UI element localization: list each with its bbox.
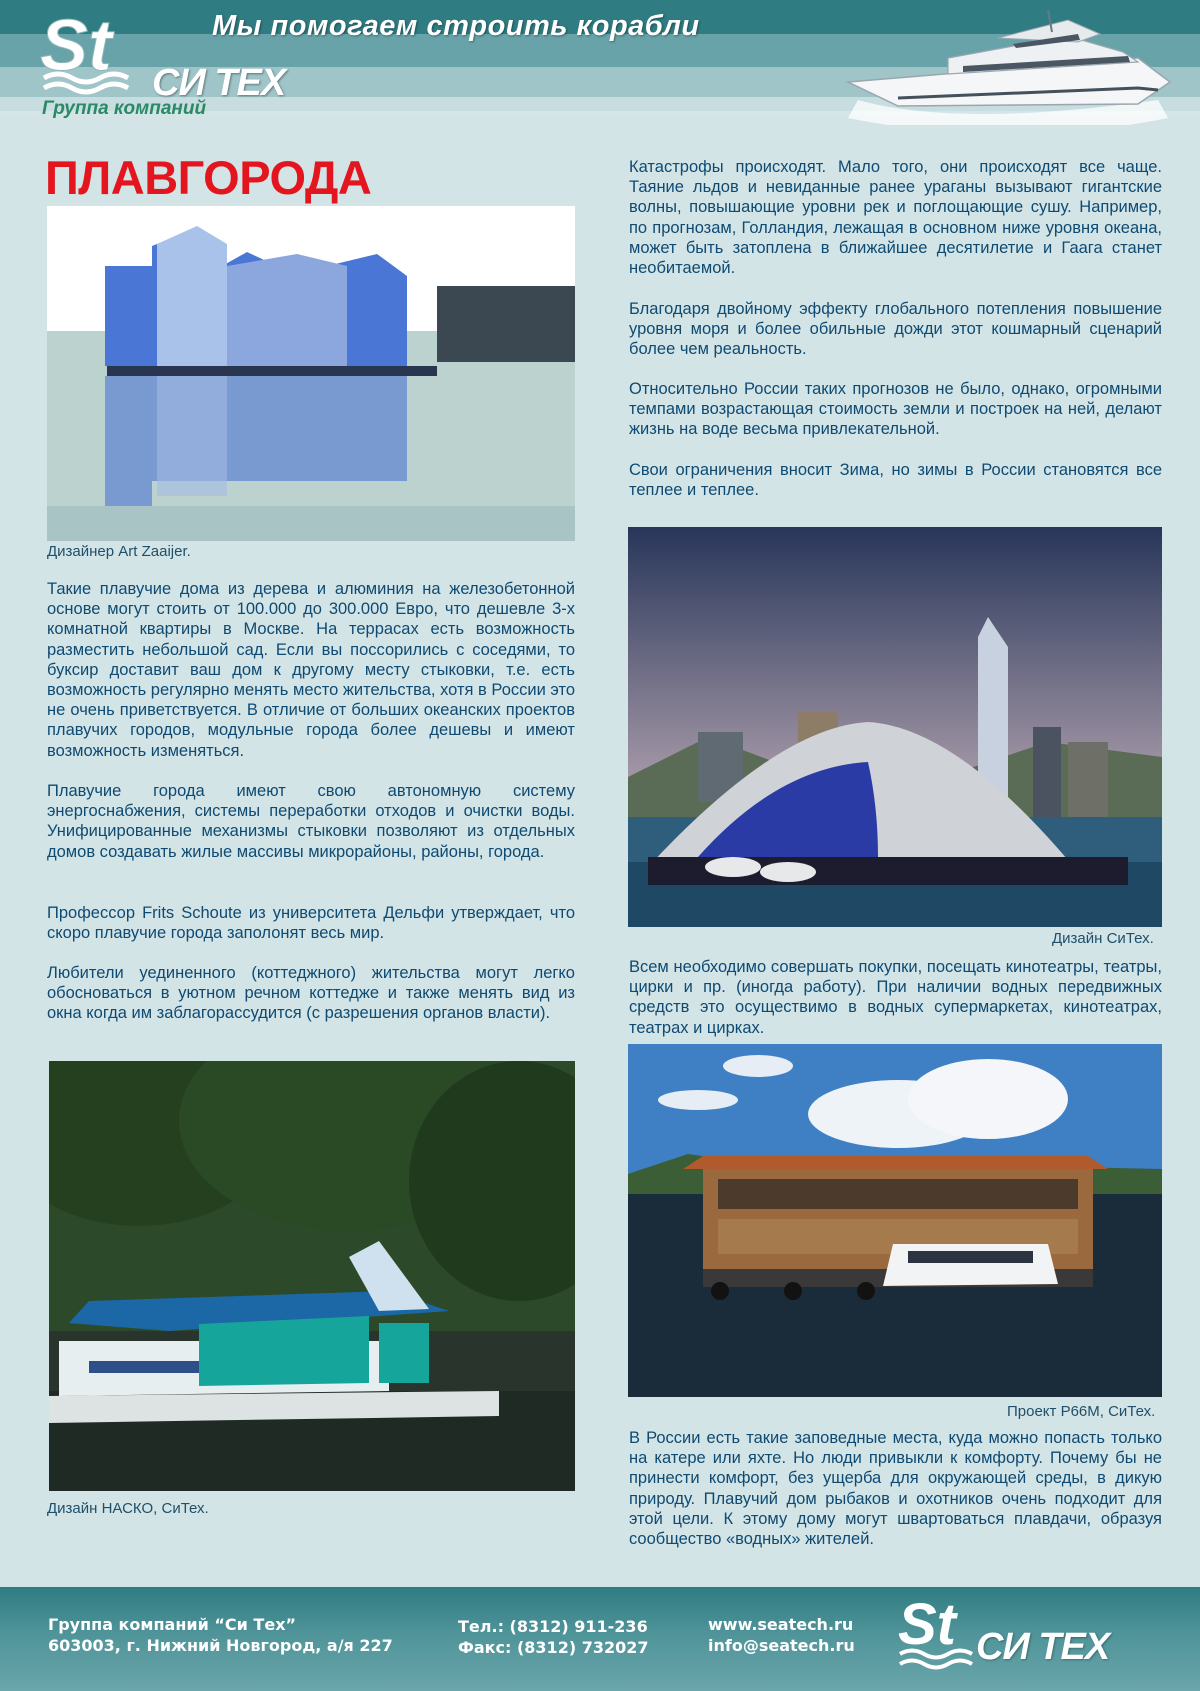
- footer-phone: Тел.: (8312) 911-236: [458, 1617, 648, 1636]
- photo-caption: Дизайн СиТех.: [1052, 930, 1154, 947]
- body-paragraph: Любители уединенного (коттеджного) жительства могут легко обосноваться в уютном речном коттедже и также менять вид из окна когда им заблагорассудится (с разрешения органов власти).: [47, 964, 575, 1023]
- river-cottage-photo: [49, 1061, 575, 1491]
- header: [0, 0, 1200, 125]
- body-paragraph: Профессор Frits Schoute из университета Дельфи утверждает, что скоро плавучие города заполонят весь мир.: [47, 904, 575, 943]
- svg-text:St: St: [40, 10, 112, 86]
- footer-fax: Факс: (8312) 732027: [458, 1638, 649, 1657]
- header-slogan: Мы помогаем строить корабли: [212, 10, 700, 42]
- footer-email-link[interactable]: info@seatech.ru: [708, 1636, 855, 1655]
- body-paragraph: Катастрофы происходят. Мало того, они происходят все чаще. Таяние льдов и невиданные ранее ураганы вызывают гигантские волны, повышающие уровни рек и поглощающие сушу. Например, по прогнозам, Голландия, лежащая в основном ниже уровня океана, может быть затоплена в ближайшее десятилетие и Гаага станет необитаемой.: [629, 158, 1162, 278]
- company-logo: [40, 10, 290, 122]
- body-paragraph: Благодаря двойному эффекту глобального потепления повышение уровня моря и более обильные дожди этот кошмарный сценарий более чем реальность.: [629, 300, 1162, 359]
- footer: [0, 1587, 1200, 1691]
- header-brand: СИ ТЕХ: [152, 62, 286, 104]
- footer-website-link[interactable]: www.seatech.ru: [708, 1615, 854, 1634]
- body-paragraph: В России есть такие заповедные места, куда можно попасть только на катере или яхте. Но люди привыкли к комфорту. Почему бы не принести комфорт, без ущерба для окружающей среды, в дикую природу. Плавучий дом рыбаков и охотников очень подходит для этой цели. К этому дому могут швартоваться плавдачи, образуя сообщество «водных» жителей.: [629, 1429, 1162, 1549]
- floating-house-photo: [628, 1044, 1162, 1397]
- page-title: ПЛАВГОРОДА: [45, 151, 372, 204]
- body-paragraph: Такие плавучие дома из дерева и алюминия на железобетонной основе могут стоить от 100.000 до 300.000 Евро, что дешевле 3-х комнатной квартиры в Москве. На террасах есть возможность разместить небольшой сад. Если вы поссорились с соседями, то буксир доставит ваш дом к другому месту стыковки, т.е. есть возможность регулярно менять место жительства, хотя в России это не очень приветствуется. В отличие от больших океанских проектов плавучих городов, модульные города более дешевы и имеют возможность изменяться.: [47, 580, 575, 760]
- footer-company: Группа компаний “Си Тех”: [48, 1615, 297, 1634]
- svg-text:St: St: [898, 1596, 956, 1657]
- body-paragraph: Плавучие города имеют свою автономную систему энергоснабжения, системы переработки отходов и очистки воды. Унифицированные механизмы стыковки позволяют из отдельных домов создавать жилые массивы микрорайоны, районы, города.: [47, 782, 575, 861]
- floating-dome-photo: [628, 527, 1162, 927]
- photo-caption: Проект Р66М, СиТех.: [1007, 1403, 1156, 1420]
- body-paragraph: Свои ограничения вносит Зима, но зимы в России становятся все теплее и теплее.: [629, 461, 1162, 500]
- group-label: Группа компаний: [42, 98, 207, 119]
- body-paragraph: Всем необходимо совершать покупки, посещать кинотеатры, театры, цирки и пр. (иногда работу). При наличии водных передвижных средств это осуществимо в водных супермаркетах, кинотеатрах, театрах и цирках.: [629, 958, 1162, 1037]
- footer-address: 603003, г. Нижний Новгород, а/я 227: [48, 1636, 393, 1655]
- footer-brand: СИ ТЕХ: [976, 1626, 1110, 1668]
- st-logo-icon: [898, 1596, 976, 1682]
- body-paragraph: Относительно России таких прогнозов не было, однако, огромными темпами возрастающая стоимость земли и построек на ней, делают жизнь на воде весьма привлекательной.: [629, 380, 1162, 439]
- yacht-image: [838, 0, 1178, 125]
- floating-houses-photo: [47, 206, 575, 541]
- photo-caption: Дизайн НАСКО, СиТех.: [47, 1500, 209, 1517]
- photo-caption: Дизайнер Art Zaaijer.: [47, 543, 191, 560]
- st-logo-icon: [40, 10, 152, 96]
